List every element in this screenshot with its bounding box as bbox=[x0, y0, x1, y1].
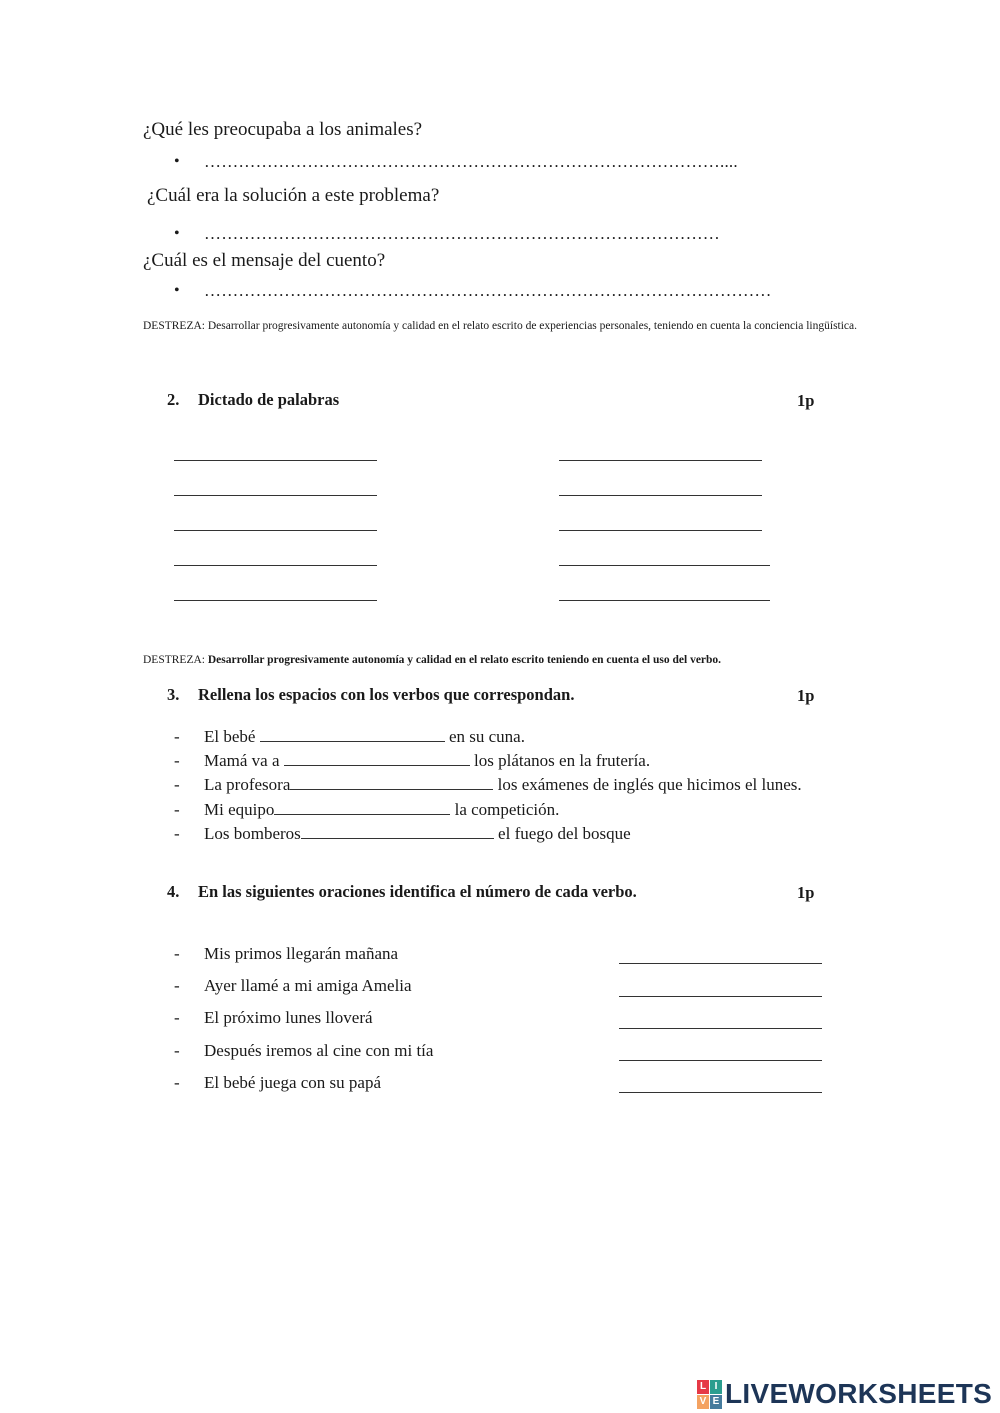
logo-mark-icon bbox=[697, 1380, 722, 1409]
section-3-number: 3. bbox=[167, 685, 180, 704]
dash: - bbox=[174, 775, 180, 794]
dictation-line-right-3[interactable] bbox=[559, 530, 762, 531]
verb-sentence-2: Ayer llamé a mi amiga Amelia bbox=[204, 976, 412, 995]
dash: - bbox=[174, 944, 180, 963]
dictation-line-left-4[interactable] bbox=[174, 565, 377, 566]
dictation-line-left-1[interactable] bbox=[174, 460, 377, 461]
fill-5-after: el fuego del bosque bbox=[493, 824, 631, 843]
verb-answer-line-5[interactable] bbox=[619, 1092, 822, 1093]
verb-sentence-1: Mis primos llegarán mañana bbox=[204, 944, 399, 963]
logo-text: LIVEWORKSHEETS bbox=[725, 1378, 993, 1409]
fill-2-after: los plátanos en la frutería. bbox=[469, 751, 651, 770]
dash: - bbox=[174, 800, 180, 819]
dictation-line-left-5[interactable] bbox=[174, 600, 377, 601]
verb-sentence-4: Después iremos al cine con mi tía bbox=[204, 1041, 434, 1060]
destreza-1 bbox=[143, 318, 863, 335]
destreza-2-label: DESTREZA: bbox=[143, 654, 208, 666]
verb-answer-line-2[interactable] bbox=[619, 996, 822, 997]
fill-5-before: Los bomberos bbox=[204, 824, 301, 843]
fill-sentence-5 bbox=[204, 824, 631, 844]
dictation-line-right-2[interactable] bbox=[559, 495, 762, 496]
dash: - bbox=[174, 824, 180, 843]
fill-2-before: Mamá va a bbox=[204, 751, 284, 770]
fill-sentence-4 bbox=[204, 800, 559, 820]
dash: - bbox=[174, 727, 180, 746]
dictation-line-left-3[interactable] bbox=[174, 530, 377, 531]
fill-1-blank[interactable] bbox=[260, 727, 445, 742]
destreza-1-label: DESTREZA: bbox=[143, 320, 208, 332]
verb-answer-line-1[interactable] bbox=[619, 963, 822, 964]
logo-letter-v: V bbox=[697, 1395, 709, 1409]
section-2-title: Dictado de palabras bbox=[198, 390, 340, 409]
dictation-line-right-1[interactable] bbox=[559, 460, 762, 461]
fill-4-blank[interactable] bbox=[274, 800, 450, 815]
section-4-title: En las siguientes oraciones identifica el número de cada verbo. bbox=[198, 882, 637, 901]
logo-letter-i: I bbox=[710, 1380, 722, 1394]
destreza-2 bbox=[143, 652, 863, 669]
bullet-2: • bbox=[174, 225, 180, 242]
fill-1-after: en su cuna. bbox=[444, 727, 525, 746]
fill-4-after: la competición. bbox=[450, 800, 560, 819]
section-3-points: 1p bbox=[797, 686, 815, 705]
section-2-points: 1p bbox=[797, 391, 815, 410]
fill-sentence-1 bbox=[204, 727, 525, 747]
bullet-3: • bbox=[174, 282, 180, 299]
fill-sentence-2 bbox=[204, 751, 650, 771]
answer-3-dots[interactable]: ……………………………………………………………………………………… bbox=[204, 281, 772, 300]
verb-sentence-5: El bebé juega con su papá bbox=[204, 1073, 382, 1092]
question-3: ¿Cuál es el mensaje del cuento? bbox=[143, 250, 386, 271]
fill-3-after: los exámenes de inglés que hicimos el lunes. bbox=[493, 775, 802, 794]
verb-answer-line-3[interactable] bbox=[619, 1028, 822, 1029]
fill-sentence-3 bbox=[204, 775, 802, 795]
answer-2-dots[interactable]: ……………………………………………………………………………… bbox=[204, 224, 720, 243]
verb-sentence-3: El próximo lunes lloverá bbox=[204, 1008, 373, 1027]
verb-answer-line-4[interactable] bbox=[619, 1060, 822, 1061]
fill-5-blank[interactable] bbox=[301, 824, 494, 839]
dictation-line-right-4[interactable] bbox=[559, 565, 770, 566]
question-1: ¿Qué les preocupaba a los animales? bbox=[143, 119, 423, 140]
destreza-2-text: Desarrollar progresivamente autonomía y calidad en el relato escrito teniendo en cuenta el uso del verbo. bbox=[207, 654, 722, 666]
fill-2-blank[interactable] bbox=[284, 751, 470, 766]
destreza-1-text: Desarrollar progresivamente autonomía y calidad en el relato escrito de experiencias personales, teniendo en cuenta la conciencia lingüística. bbox=[207, 320, 858, 332]
fill-3-before: La profesora bbox=[204, 775, 291, 794]
question-2: ¿Cuál era la solución a este problema? bbox=[147, 185, 440, 206]
section-2-number: 2. bbox=[167, 390, 180, 409]
section-3-title: Rellena los espacios con los verbos que correspondan. bbox=[198, 685, 575, 704]
fill-4-before: Mi equipo bbox=[204, 800, 275, 819]
dash: - bbox=[174, 1041, 180, 1060]
dictation-line-right-5[interactable] bbox=[559, 600, 770, 601]
fill-3-blank[interactable] bbox=[290, 775, 493, 790]
dash: - bbox=[174, 1073, 180, 1092]
section-4-points: 1p bbox=[797, 883, 815, 902]
dash: - bbox=[174, 1008, 180, 1027]
logo-letter-l: L bbox=[697, 1380, 709, 1394]
liveworksheets-logo[interactable] bbox=[697, 1377, 992, 1411]
logo-letter-e: E bbox=[710, 1395, 722, 1409]
dictation-line-left-2[interactable] bbox=[174, 495, 377, 496]
dash: - bbox=[174, 751, 180, 770]
answer-1-dots[interactable]: ……………………………………………………………………………….... bbox=[204, 152, 738, 171]
dash: - bbox=[174, 976, 180, 995]
bullet-1: • bbox=[174, 153, 180, 170]
section-4-number: 4. bbox=[167, 882, 180, 901]
fill-1-before: El bebé bbox=[204, 727, 260, 746]
